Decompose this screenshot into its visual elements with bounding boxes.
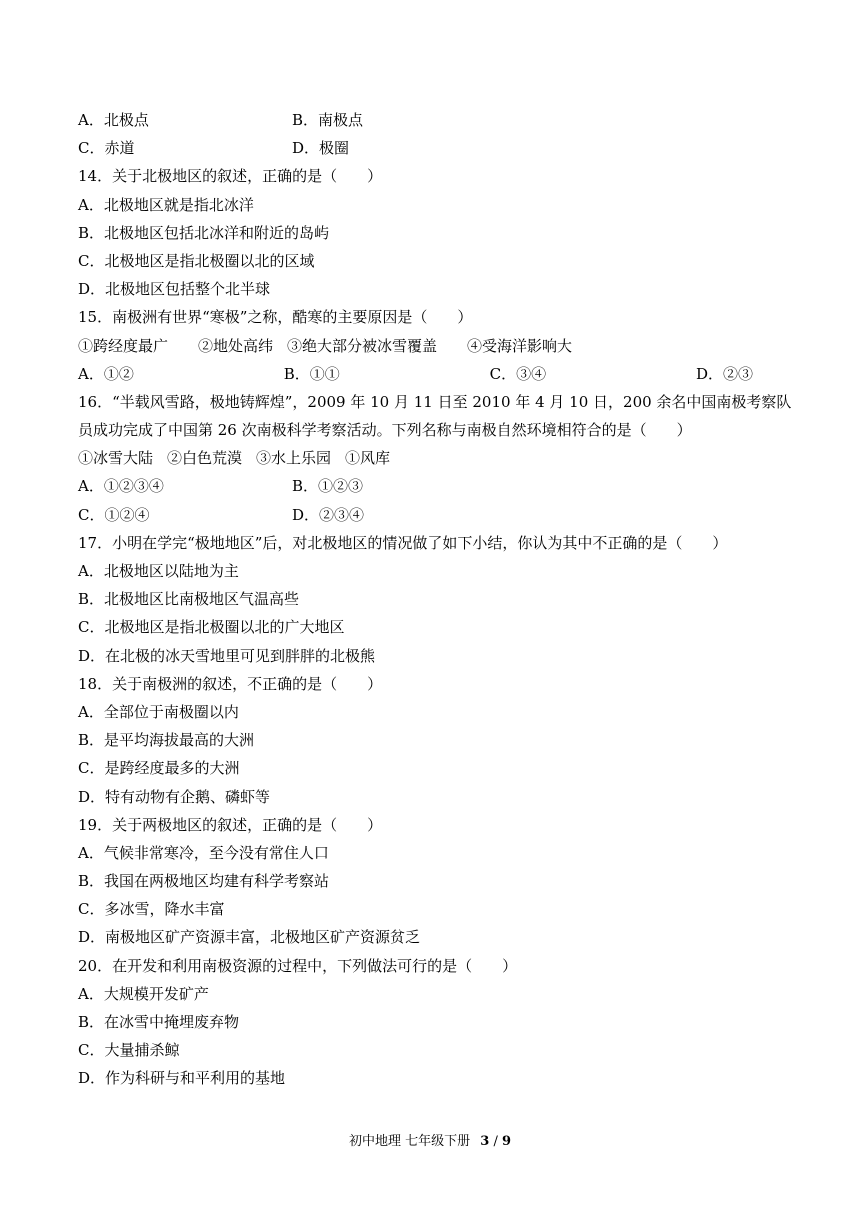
q16-statement-2: ②白色荒漠 [167, 449, 243, 468]
footer-label: 初中地理 七年级下册 [348, 1134, 471, 1149]
q17-stem: 17．小明在学完“极地地区”后，对北极地区的情况做了如下小结，你认为其中不正确的是（ ） [78, 533, 728, 552]
q14-option-b: B．北极地区包括北冰洋和附近的岛屿 [78, 223, 330, 242]
q15-option-b: B．①① [283, 364, 340, 383]
q13-option-c: C．赤道 [78, 139, 135, 158]
q20-option-a: A．大规模开发矿产 [78, 984, 209, 1003]
q17-option-d: D．在北极的冰天雪地里可见到胖胖的北极熊 [78, 646, 376, 665]
q16-statements [78, 444, 793, 472]
footer-page-separator: / [489, 1134, 502, 1149]
q13-options-row-2 [78, 134, 793, 162]
q16-option-a: A．①②③④ [78, 477, 164, 496]
q16-option-d: D．②③④ [292, 505, 365, 524]
q15-stem: 15．南极洲有世界“寒极”之称，酷寒的主要原因是（ ） [78, 308, 473, 327]
q14-option-c: C．北极地区是指北极圈以北的区域 [78, 251, 315, 270]
q19-option-a: A．气候非常寒冷，至今没有常住人口 [78, 843, 329, 862]
q16-stem: 16．“半载风雪路，极地铸辉煌”，2009 年 10 月 11 日至 2010 年 4 月 10 日，200 余名中国南极考察队员成功完成了中国第 26 次南极科学考察活动。下列名称与南极自然环境相符合的是（ ） [78, 392, 792, 440]
q18-option-a: A．全部位于南极圈以内 [78, 702, 239, 721]
q14-option-a: A．北极地区就是指北冰洋 [78, 195, 254, 214]
q17-option-a: A．北极地区以陆地为主 [78, 562, 239, 581]
q15-option-a: A．①② [78, 364, 134, 383]
page-footer [0, 1130, 860, 1149]
q16-statement-3: ③水上乐园 [256, 449, 332, 468]
q19-stem: 19．关于两极地区的叙述，正确的是（ ） [78, 815, 383, 834]
q17-option-b: B．北极地区比南极地区气温高些 [78, 590, 300, 609]
q16-option-b: B．①②③ [292, 477, 364, 496]
q16-statement-1: ①冰雪大陆 [78, 449, 154, 468]
q16-statement-4: ①风库 [345, 449, 391, 468]
q14-option-d: D．北极地区包括整个北半球 [78, 280, 271, 299]
q13-options-row-1 [78, 106, 793, 134]
q20-option-b: B．在冰雪中掩埋废弃物 [78, 1013, 240, 1032]
q13-option-d: D．极圈 [292, 139, 350, 158]
q19-option-c: C．多冰雪，降水丰富 [78, 900, 225, 919]
q16-options-row-2 [78, 501, 793, 529]
q15-statement-3: ③绝大部分被冰雪覆盖 [287, 336, 438, 355]
q13-option-a: A．北极点 [78, 111, 149, 129]
q19-option-b: B．我国在两极地区均建有科学考察站 [78, 872, 330, 891]
q15-statement-1: ①跨经度最广 [78, 336, 169, 355]
q15-statement-2: ②地处高纬 [198, 336, 274, 355]
q16-options-row-1 [78, 472, 793, 500]
q14-stem: 14．关于北极地区的叙述，正确的是（ ） [78, 167, 383, 186]
q17-option-c: C．北极地区是指北极圈以北的广大地区 [78, 618, 345, 637]
q13-option-b: B．南极点 [292, 111, 364, 129]
q18-option-b: B．是平均海拔最高的大洲 [78, 731, 255, 750]
q15-option-d: D．②③ [695, 364, 753, 383]
q19-option-d: D．南极地区矿产资源丰富，北极地区矿产资源贫乏 [78, 928, 421, 947]
q20-stem: 20．在开发和利用南极资源的过程中，下列做法可行的是（ ） [78, 956, 518, 975]
footer-page-current: 3 [480, 1134, 490, 1149]
q16-option-c: C．①②④ [78, 505, 150, 524]
q15-statements [78, 332, 793, 360]
q15-options [78, 360, 753, 388]
q18-option-c: C．是跨经度最多的大洲 [78, 759, 240, 778]
q20-option-c: C．大量捕杀鲸 [78, 1041, 180, 1060]
q15-statement-4: ④受海洋影响大 [467, 336, 573, 355]
q20-option-d: D．作为科研与和平利用的基地 [78, 1069, 286, 1088]
footer-page-total: 9 [501, 1134, 512, 1149]
q15-option-c: C．③④ [489, 364, 547, 383]
q18-stem: 18．关于南极洲的叙述，不正确的是（ ） [78, 674, 383, 693]
q18-option-d: D．特有动物有企鹅、磷虾等 [78, 787, 271, 806]
question-list [78, 106, 793, 1093]
